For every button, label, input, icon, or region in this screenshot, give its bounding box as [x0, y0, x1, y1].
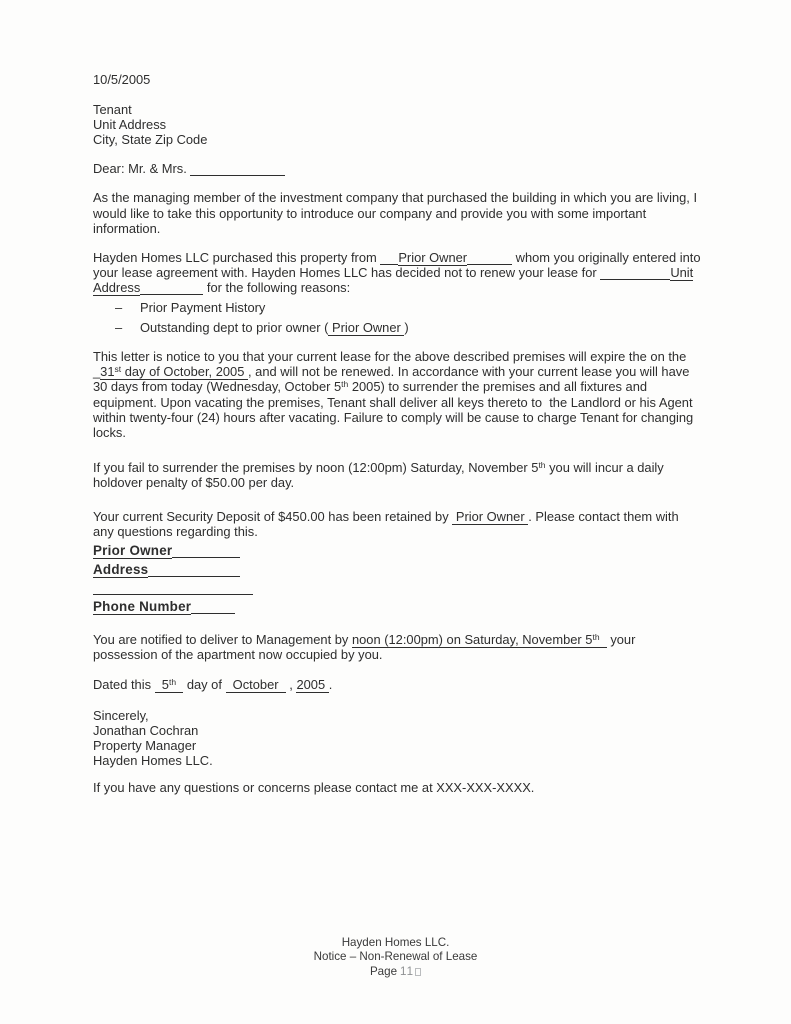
recipient-line-tenant: Tenant	[93, 102, 132, 118]
blank-underline	[191, 611, 235, 614]
paragraph-deliver-possession	[93, 632, 703, 662]
text-run: Outstanding dept to prior owner (	[140, 320, 329, 336]
prior-owner-field	[93, 542, 703, 561]
text-run: Hayden Homes LLC purchased this property from	[93, 249, 381, 265]
blank-field-line	[93, 579, 703, 598]
underlined-text: Phone Number	[93, 598, 192, 614]
superscript-text: st	[114, 364, 122, 375]
page-number: 11	[400, 964, 415, 978]
reason-item-payment-history	[115, 300, 703, 315]
underlined-text: Address	[93, 561, 149, 577]
text-run: you will incur a daily holdover penalty of $50.00 per day.	[93, 459, 664, 490]
missing-glyph-box-icon	[415, 968, 421, 976]
closing-company: Hayden Homes LLC.	[93, 753, 213, 769]
paragraph-lease-expiry-notice	[93, 349, 703, 440]
text-run: ,	[285, 676, 297, 692]
blank-underline	[172, 555, 240, 558]
blank-underline	[190, 174, 285, 177]
closing-signer-name: Jonathan Cochran	[93, 722, 199, 738]
text-run: day of October, 2005	[121, 364, 248, 380]
text-run: Prior Owner	[452, 508, 529, 524]
reason-item-outstanding-debt	[115, 320, 703, 335]
footer-page-line	[0, 965, 791, 979]
text-run: This letter is notice to you that your current lease for the above described premises will expire the on the _	[93, 349, 687, 380]
text-run: Prior Owner	[328, 320, 405, 336]
text-run: )	[404, 320, 409, 336]
reasons-list	[115, 300, 703, 335]
text-run: whom you originally entered into your lease agreement with. Hayden Homes LLC has decided not to renew your lease for	[93, 249, 701, 280]
bullet-dash-icon: –	[115, 300, 123, 316]
paragraph-holdover-penalty	[93, 460, 703, 490]
text-run: Dear: Mr. & Mrs.	[93, 161, 191, 177]
paragraph-purchase	[93, 250, 703, 295]
text-run: Unit Address	[93, 264, 694, 295]
recipient-block	[93, 102, 703, 147]
underlined-text: Prior Owner	[93, 543, 173, 559]
underlined-text	[352, 632, 607, 648]
underlined-text	[100, 364, 248, 380]
text-run: Prior Payment History	[140, 300, 266, 316]
text-run: You are notified to deliver to Management by	[93, 631, 352, 647]
text-run: October	[225, 676, 286, 692]
closing-block	[93, 708, 703, 768]
salutation-line	[93, 161, 703, 176]
prior-owner-contact-fields	[93, 542, 703, 616]
recipient-line-unit-address: Unit Address	[93, 117, 167, 133]
phone-number-field	[93, 598, 703, 617]
bullet-dash-icon: –	[115, 320, 123, 336]
text-run: , and will not be renewed. In accordance with your current lease you will have 30 days from today (Wednesday, October 5	[93, 364, 690, 395]
footer-company: Hayden Homes LLC.	[341, 936, 450, 949]
reason-text	[140, 300, 265, 315]
paragraph-security-deposit	[93, 509, 703, 539]
reason-text	[140, 320, 409, 335]
superscript-text: th	[341, 379, 349, 390]
underlined-text	[296, 677, 328, 693]
text-run: 2005	[296, 676, 329, 692]
footer-subject: Notice – Non-Renewal of Lease	[313, 950, 478, 964]
blank-underline	[148, 574, 240, 577]
closing-signer-title: Property Manager	[93, 738, 197, 753]
underlined-text	[226, 677, 286, 693]
blank-underline	[140, 292, 203, 295]
text-run: day of	[183, 676, 226, 692]
blank-underline	[93, 593, 253, 596]
text-run: As the managing member of the investment company that purchased the building in which you are living, I would like to take this opportunity to introduce our company and provide you with some important information.	[93, 190, 698, 236]
text-run: .	[328, 676, 333, 692]
text-run: for the following reasons:	[203, 279, 351, 295]
blank-underline	[600, 277, 670, 280]
text-run: . Please contact them with any questions regarding this.	[93, 508, 679, 540]
page-footer	[0, 936, 791, 979]
superscript-text: th	[592, 631, 600, 642]
underlined-text	[328, 320, 404, 336]
text-run: 31	[100, 364, 115, 380]
underlined-text	[398, 250, 467, 266]
paragraph-dated	[93, 677, 703, 692]
paragraph-questions-contact: If you have any questions or concerns please contact me at XXX-XXX-XXXX.	[93, 780, 535, 796]
underlined-text	[155, 677, 184, 693]
superscript-text: th	[168, 676, 177, 687]
closing-sincerely: Sincerely,	[93, 707, 149, 723]
letter-body	[93, 72, 703, 795]
text-run: If you fail to surrender the premises by noon (12:00pm) Saturday, November 5	[93, 459, 539, 475]
text-run: noon (12:00pm) on Saturday, November 5	[351, 631, 593, 647]
text-run: Prior Owner	[398, 249, 468, 265]
letter-date: 10/5/2005	[93, 72, 151, 87]
paragraph-intro	[93, 190, 703, 235]
text-run	[600, 632, 607, 647]
text-run: 2005) to surrender the premises and all fixtures and equipment. Upon vacating the premises, Tenant shall deliver all keys thereto to the Landlord or his Agent within twenty-four (24) hours after vacating. Failure to comply will be cause to charge Tenant for changing locks.	[93, 379, 694, 440]
text-run: Your current Security Deposit of $450.00 has been retained by	[93, 508, 453, 524]
superscript-text: th	[538, 459, 546, 470]
text-run: 5	[154, 676, 169, 692]
recipient-line-city-state-zip: City, State Zip Code	[93, 132, 208, 148]
underlined-text	[452, 509, 528, 525]
text-run: your possession of the apartment now occupied by you.	[93, 631, 636, 662]
footer-page-label: Page	[369, 964, 398, 978]
text-run: Dated this	[93, 676, 155, 692]
address-field	[93, 561, 703, 580]
